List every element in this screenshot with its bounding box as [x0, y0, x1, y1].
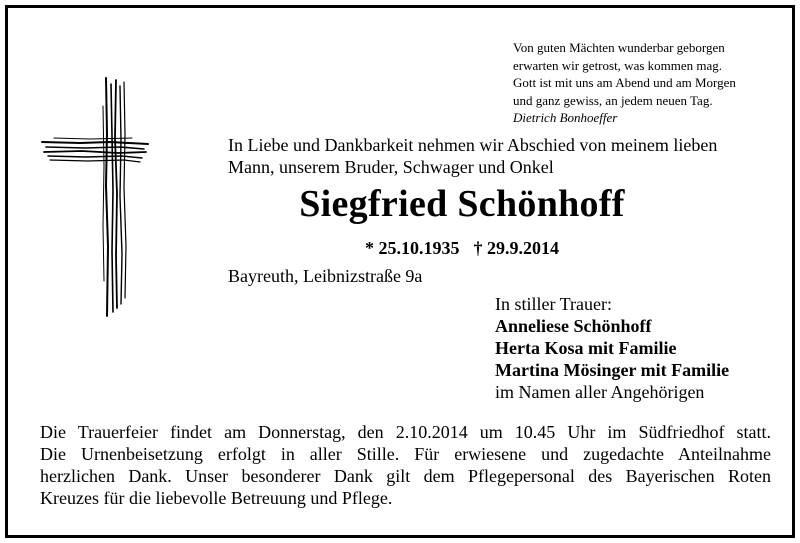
intro-line: Mann, unserem Bruder, Schwager und Onkel	[228, 157, 554, 177]
intro-line: In Liebe und Dankbarkeit nehmen wir Abschied von meinem lieben	[228, 135, 718, 155]
service-info	[40, 421, 771, 509]
mourner-name: Martina Mösinger mit Familie	[495, 360, 730, 380]
mourner-name: Herta Kosa mit Familie	[495, 338, 677, 358]
poem-quote	[513, 39, 736, 127]
obituary-notice	[5, 5, 795, 538]
service-line: Die Urnenbeisetzung erfolgt in aller Stille. Für erwiesene und zugedachte Anteilnahme	[40, 444, 771, 464]
address: Bayreuth, Leibnizstraße 9a	[228, 266, 423, 286]
birth-date: * 25.10.1935	[365, 238, 460, 258]
poem-line: Von guten Mächten wunderbar geborgen	[513, 40, 725, 55]
service-line: herzlichen Dank. Unser besonderer Dank gilt dem Pflegepersonal des Bayerischen Roten	[40, 466, 771, 486]
mourners-closing: im Namen aller Angehörigen	[495, 382, 705, 402]
poem-line: Gott ist mit uns am Abend und am Morgen	[513, 75, 736, 90]
mourners-block	[495, 293, 729, 403]
service-line: Kreuzes für die liebevolle Betreuung und Pflege.	[40, 488, 393, 508]
death-date: † 29.9.2014	[473, 238, 559, 258]
service-line: Die Trauerfeier findet am Donnerstag, den 2.10.2014 um 10.45 Uhr im Südfriedhof statt.	[40, 422, 771, 442]
deceased-name: Siegfried Schönhoff	[299, 183, 625, 225]
poem-line: erwarten wir getrost, was kommen mag.	[513, 57, 723, 73]
intro-text	[228, 134, 717, 178]
cross-icon	[40, 76, 150, 320]
mourners-heading: In stiller Trauer:	[495, 294, 612, 314]
poem-line: und ganz gewiss, an jedem neuen Tag.	[513, 92, 713, 108]
poem-author: Dietrich Bonhoeffer	[513, 110, 618, 125]
life-dates	[228, 237, 696, 259]
mourner-name: Anneliese Schönhoff	[495, 316, 652, 336]
